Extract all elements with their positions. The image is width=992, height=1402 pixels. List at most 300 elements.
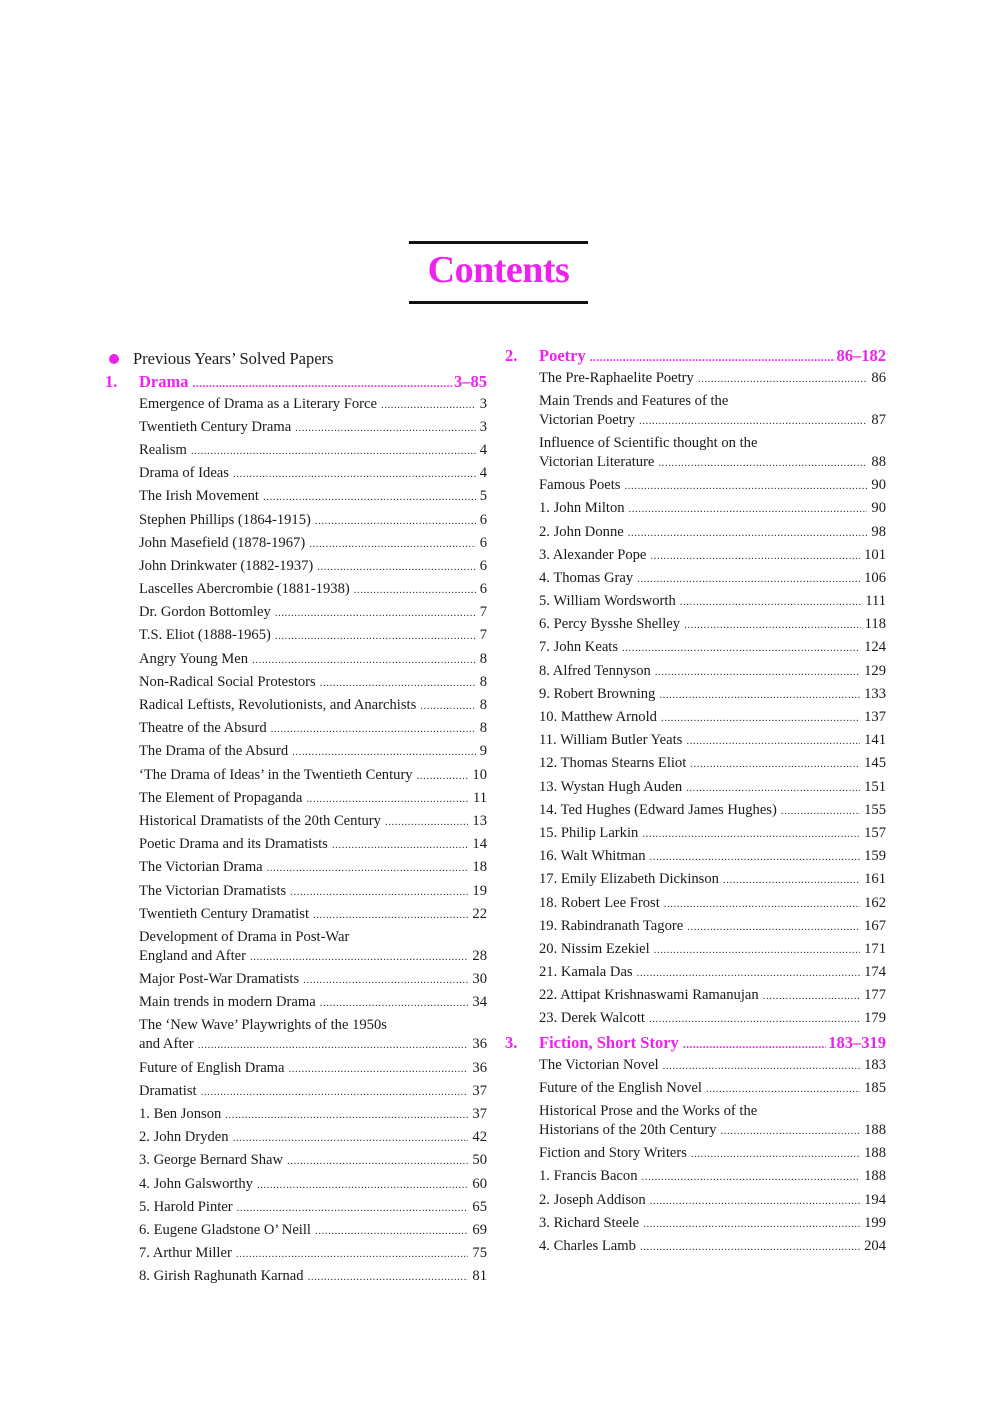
toc-entry[interactable] bbox=[139, 1103, 487, 1126]
leader-dots bbox=[686, 779, 860, 798]
toc-entry-title: Victorian Poetry bbox=[539, 411, 635, 428]
toc-entry-title: Main trends in modern Drama bbox=[139, 994, 316, 1011]
toc-entry-title: John Drinkwater (1882-1937) bbox=[139, 557, 314, 574]
toc-entry-page: 86 bbox=[871, 369, 886, 386]
leader-dots bbox=[317, 558, 475, 577]
toc-entry[interactable] bbox=[539, 706, 886, 729]
contents-title-block bbox=[409, 241, 588, 304]
leader-dots bbox=[198, 1036, 469, 1055]
toc-entry-title: Drama of Ideas bbox=[139, 465, 229, 482]
toc-entry-page: 118 bbox=[864, 616, 886, 633]
toc-entry[interactable] bbox=[539, 683, 886, 706]
toc-entry-page: 5 bbox=[479, 488, 487, 505]
toc-entry[interactable] bbox=[139, 880, 487, 903]
toc-entry[interactable] bbox=[539, 390, 886, 432]
section-number: 1. bbox=[105, 372, 118, 391]
toc-entry-page: 183 bbox=[864, 1056, 886, 1073]
leader-dots bbox=[683, 1033, 826, 1056]
toc-entry-page: 28 bbox=[472, 947, 487, 964]
toc-entry-title: 3. George Bernard Shaw bbox=[139, 1152, 284, 1169]
toc-entry-page: 185 bbox=[864, 1079, 886, 1096]
toc-entry[interactable] bbox=[539, 1008, 886, 1031]
toc-entry-title-line1: Influence of Scientific thought on the bbox=[539, 434, 758, 451]
leader-dots bbox=[313, 906, 468, 925]
toc-entry[interactable] bbox=[539, 985, 886, 1008]
toc-entry[interactable] bbox=[539, 776, 886, 799]
leader-dots bbox=[687, 918, 860, 937]
toc-entry[interactable] bbox=[139, 463, 487, 486]
toc-entry[interactable] bbox=[139, 1127, 487, 1150]
leader-dots bbox=[267, 859, 469, 878]
section-heading-drama[interactable] bbox=[105, 370, 487, 393]
toc-entry[interactable] bbox=[139, 810, 487, 833]
toc-entry-title: Historians of the 20th Century bbox=[539, 1122, 717, 1139]
toc-entry[interactable] bbox=[539, 1189, 886, 1212]
leader-dots bbox=[320, 994, 469, 1013]
leader-dots bbox=[201, 1083, 469, 1102]
leader-dots bbox=[263, 488, 476, 507]
toc-entry-title: 7. John Keats bbox=[539, 639, 619, 656]
leader-dots bbox=[629, 500, 868, 519]
toc-entry[interactable] bbox=[539, 521, 886, 544]
toc-entry[interactable] bbox=[139, 1080, 487, 1103]
toc-entry-title: 13. Wystan Hugh Auden bbox=[539, 778, 683, 795]
toc-entry[interactable] bbox=[539, 1212, 886, 1235]
leader-dots bbox=[637, 570, 860, 589]
toc-entry-page: 8 bbox=[479, 720, 487, 737]
leader-dots bbox=[658, 454, 867, 473]
toc-entry-title: 23. Derek Walcott bbox=[539, 1010, 645, 1027]
toc-entry[interactable] bbox=[539, 915, 886, 938]
toc-entry[interactable] bbox=[139, 926, 487, 968]
leader-dots bbox=[622, 639, 860, 658]
toc-entry-title: 1. John Milton bbox=[539, 500, 625, 517]
left-column bbox=[105, 344, 487, 1289]
leader-dots bbox=[236, 1245, 469, 1264]
toc-entry-page: 65 bbox=[472, 1198, 487, 1215]
toc-entry-title: Victorian Literature bbox=[539, 453, 655, 470]
toc-entry-page: 188 bbox=[864, 1168, 886, 1185]
leader-dots bbox=[271, 720, 476, 739]
toc-entry-title: 18. Robert Lee Frost bbox=[539, 894, 660, 911]
toc-entry[interactable] bbox=[539, 1077, 886, 1100]
toc-entry-title: 16. Walt Whitman bbox=[539, 848, 646, 865]
toc-entry-title: 5. Harold Pinter bbox=[139, 1198, 233, 1215]
toc-entry[interactable] bbox=[139, 416, 487, 439]
toc-entry-page: 11 bbox=[472, 789, 487, 806]
toc-entry-page: 188 bbox=[864, 1122, 886, 1139]
leader-dots bbox=[385, 813, 468, 832]
toc-entry-title: 1. Ben Jonson bbox=[139, 1106, 222, 1123]
toc-entry[interactable] bbox=[139, 625, 487, 648]
toc-entry-title: Major Post-War Dramatists bbox=[139, 971, 300, 988]
leader-dots bbox=[650, 848, 861, 867]
toc-entry-page: 111 bbox=[865, 593, 886, 610]
leader-dots bbox=[417, 767, 469, 786]
leader-dots bbox=[639, 412, 867, 431]
toc-entry-title: 5. William Wordsworth bbox=[539, 593, 676, 610]
toc-entry-title-line1: Main Trends and Features of the bbox=[539, 392, 729, 409]
toc-entry-title: 17. Emily Elizabeth Dickinson bbox=[539, 871, 719, 888]
toc-entry[interactable] bbox=[539, 799, 886, 822]
toc-entry[interactable] bbox=[139, 439, 487, 462]
leader-dots bbox=[250, 948, 468, 967]
section-title: Fiction, Short Story bbox=[539, 1033, 679, 1053]
leader-dots bbox=[691, 1145, 860, 1164]
toc-list bbox=[505, 367, 886, 1031]
toc-entry[interactable] bbox=[139, 1150, 487, 1173]
toc-entry[interactable] bbox=[539, 498, 886, 521]
leader-dots bbox=[781, 802, 860, 821]
section-pages: 86–182 bbox=[836, 346, 886, 365]
toc-entry-page: 87 bbox=[871, 411, 886, 428]
toc-entry[interactable] bbox=[139, 671, 487, 694]
solved-papers-label: Previous Years’ Solved Papers bbox=[133, 349, 334, 368]
leader-dots bbox=[275, 627, 476, 646]
toc-entry-title-line1: The ‘New Wave’ Playwrights of the 1950s bbox=[139, 1017, 387, 1034]
toc-entry-page: 18 bbox=[472, 859, 487, 876]
section-pages: 3–85 bbox=[454, 372, 487, 391]
toc-entry-title-line1: Development of Drama in Post-War bbox=[139, 928, 350, 945]
toc-entry-title: 19. Rabindranath Tagore bbox=[539, 917, 684, 934]
leader-dots bbox=[233, 1129, 469, 1148]
leader-dots bbox=[233, 465, 476, 484]
toc-entry-title: Future of English Drama bbox=[139, 1059, 285, 1076]
toc-entry-page: 69 bbox=[472, 1221, 487, 1238]
toc-entry[interactable] bbox=[539, 432, 886, 474]
right-column bbox=[505, 344, 886, 1259]
toc-entry[interactable] bbox=[139, 579, 487, 602]
toc-entry-title: 11. William Butler Yeats bbox=[539, 732, 683, 749]
toc-entry[interactable] bbox=[539, 822, 886, 845]
toc-entry-page: 14 bbox=[472, 836, 487, 853]
leader-dots bbox=[191, 442, 476, 461]
toc-entry-page: 124 bbox=[864, 639, 886, 656]
toc-entry-page: 101 bbox=[864, 546, 886, 563]
toc-entry[interactable] bbox=[139, 741, 487, 764]
toc-list bbox=[105, 393, 487, 1289]
toc-entry-page: 37 bbox=[472, 1082, 487, 1099]
toc-entry[interactable] bbox=[539, 892, 886, 915]
toc-entry-page: 37 bbox=[472, 1106, 487, 1123]
toc-entry-page: 133 bbox=[864, 685, 886, 702]
leader-dots bbox=[252, 651, 476, 670]
toc-entry-title: Twentieth Century Dramatist bbox=[139, 905, 310, 922]
bullet-icon bbox=[109, 354, 119, 364]
toc-entry-title: The Victorian Drama bbox=[139, 859, 263, 876]
toc-entry-page: 145 bbox=[864, 755, 886, 772]
leader-dots bbox=[308, 1268, 469, 1287]
toc-entry[interactable] bbox=[539, 938, 886, 961]
section-heading-fiction[interactable] bbox=[505, 1031, 886, 1054]
toc-entry-title: Emergence of Drama as a Literary Force bbox=[139, 395, 377, 412]
toc-entry-page: 6 bbox=[479, 557, 487, 574]
leader-dots bbox=[315, 1222, 468, 1241]
leader-dots bbox=[642, 825, 860, 844]
toc-entry-page: 7 bbox=[479, 604, 487, 621]
toc-entry[interactable] bbox=[539, 1235, 886, 1258]
toc-entry-title: The Irish Movement bbox=[139, 488, 259, 505]
toc-entry[interactable] bbox=[539, 614, 886, 637]
leader-dots bbox=[306, 790, 469, 809]
toc-entry[interactable] bbox=[539, 475, 886, 498]
leader-dots bbox=[309, 535, 476, 554]
leader-dots bbox=[420, 697, 475, 716]
toc-entry[interactable] bbox=[539, 1166, 886, 1189]
toc-entry-title: Theatre of the Absurd bbox=[139, 720, 267, 737]
leader-dots bbox=[680, 593, 861, 612]
toc-entry[interactable] bbox=[139, 1219, 487, 1242]
toc-entry[interactable] bbox=[539, 637, 886, 660]
toc-entry-page: 9 bbox=[479, 743, 487, 760]
leader-dots bbox=[698, 370, 868, 389]
section-number: 3. bbox=[505, 1033, 518, 1053]
toc-entry[interactable] bbox=[539, 544, 886, 567]
toc-entry-title: Twentieth Century Drama bbox=[139, 418, 292, 435]
toc-entry-title: and After bbox=[139, 1036, 194, 1053]
leader-dots bbox=[289, 1060, 469, 1079]
toc-entry-page: 6 bbox=[479, 511, 487, 528]
toc-entry[interactable] bbox=[539, 730, 886, 753]
toc-entry-title: Angry Young Men bbox=[139, 650, 249, 667]
leader-dots bbox=[659, 686, 860, 705]
toc-entry-page: 90 bbox=[871, 477, 886, 494]
toc-entry-title: 8. Alfred Tennyson bbox=[539, 662, 651, 679]
toc-entry[interactable] bbox=[139, 1243, 487, 1266]
toc-entry-title: 22. Attipat Krishnaswami Ramanujan bbox=[539, 987, 759, 1004]
toc-entry-page: 177 bbox=[864, 987, 886, 1004]
section-number: 2. bbox=[505, 346, 518, 365]
toc-entry[interactable] bbox=[539, 567, 886, 590]
toc-entry-page: 157 bbox=[864, 824, 886, 841]
toc-entry[interactable] bbox=[539, 367, 886, 390]
toc-entry-title: 4. Thomas Gray bbox=[539, 569, 634, 586]
toc-entry-title: The Element of Propaganda bbox=[139, 789, 303, 806]
toc-entry[interactable] bbox=[139, 1173, 487, 1196]
section-title: Poetry bbox=[539, 346, 586, 365]
leader-dots bbox=[295, 419, 476, 438]
toc-entry-page: 3 bbox=[479, 418, 487, 435]
toc-entry[interactable] bbox=[539, 1100, 886, 1142]
toc-entry[interactable] bbox=[139, 857, 487, 880]
toc-entry-title: 20. Nissim Ezekiel bbox=[539, 940, 650, 957]
leader-dots bbox=[354, 581, 476, 600]
toc-entry-page: 161 bbox=[864, 871, 886, 888]
leader-dots bbox=[684, 616, 861, 635]
toc-entry-page: 174 bbox=[864, 964, 886, 981]
toc-entry-page: 4 bbox=[479, 465, 487, 482]
toc-entry[interactable] bbox=[539, 591, 886, 614]
toc-entry-title: 2. John Dryden bbox=[139, 1129, 229, 1146]
toc-entry-page: 10 bbox=[472, 766, 487, 783]
toc-entry-page: 199 bbox=[864, 1214, 886, 1231]
leader-dots bbox=[287, 1152, 468, 1171]
toc-entry[interactable] bbox=[139, 764, 487, 787]
leader-dots bbox=[320, 674, 476, 693]
leader-dots bbox=[663, 1057, 860, 1076]
toc-entry-page: 171 bbox=[864, 940, 886, 957]
toc-entry-title: 8. Girish Raghunath Karnad bbox=[139, 1268, 304, 1285]
toc-entry[interactable] bbox=[139, 555, 487, 578]
toc-entry-page: 159 bbox=[864, 848, 886, 865]
toc-entry-page: 42 bbox=[472, 1129, 487, 1146]
leader-dots bbox=[332, 836, 469, 855]
toc-entry-title: 21. Kamala Das bbox=[539, 964, 633, 981]
toc-entry-page: 88 bbox=[871, 453, 886, 470]
toc-entry-title: The Pre-Raphaelite Poetry bbox=[539, 369, 694, 386]
leader-dots bbox=[590, 346, 835, 369]
leader-dots bbox=[706, 1080, 860, 1099]
toc-entry-page: 6 bbox=[479, 581, 487, 598]
toc-entry[interactable] bbox=[139, 486, 487, 509]
toc-entry[interactable] bbox=[139, 393, 487, 416]
leader-dots bbox=[628, 524, 868, 543]
toc-entry-page: 204 bbox=[864, 1237, 886, 1254]
toc-entry-title: England and After bbox=[139, 947, 246, 964]
toc-entry-title: Poetic Drama and its Dramatists bbox=[139, 836, 328, 853]
leader-dots bbox=[275, 604, 476, 623]
toc-entry[interactable] bbox=[539, 1143, 886, 1166]
toc-entry-page: 60 bbox=[472, 1175, 487, 1192]
toc-entry-page: 3 bbox=[479, 395, 487, 412]
toc-entry[interactable] bbox=[539, 869, 886, 892]
leader-dots bbox=[290, 883, 468, 902]
leader-dots bbox=[237, 1199, 469, 1218]
toc-entry-page: 188 bbox=[864, 1145, 886, 1162]
toc-entry-title: Famous Poets bbox=[539, 477, 621, 494]
toc-entry[interactable] bbox=[139, 992, 487, 1015]
toc-entry-page: 36 bbox=[472, 1059, 487, 1076]
toc-entry-title: The Victorian Dramatists bbox=[139, 882, 287, 899]
leader-dots bbox=[640, 1238, 860, 1257]
toc-entry[interactable] bbox=[139, 1266, 487, 1289]
toc-entry-title: Lascelles Abercrombie (1881-1938) bbox=[139, 581, 350, 598]
toc-entry-title: 3. Richard Steele bbox=[539, 1214, 640, 1231]
leader-dots bbox=[642, 1168, 861, 1187]
toc-entry-title: Fiction and Story Writers bbox=[539, 1145, 687, 1162]
toc-entry-title-line1: Historical Prose and the Works of the bbox=[539, 1103, 758, 1120]
toc-entry[interactable] bbox=[539, 1054, 886, 1077]
toc-entry-page: 34 bbox=[472, 994, 487, 1011]
toc-entry-title: 7. Arthur Miller bbox=[139, 1245, 232, 1262]
toc-entry-page: 8 bbox=[479, 697, 487, 714]
toc-entry-title: 2. Joseph Addison bbox=[539, 1191, 646, 1208]
toc-entry-page: 129 bbox=[864, 662, 886, 679]
toc-entry-page: 36 bbox=[472, 1036, 487, 1053]
leader-dots bbox=[661, 709, 860, 728]
toc-entry-page: 75 bbox=[472, 1245, 487, 1262]
toc-entry[interactable] bbox=[139, 532, 487, 555]
toc-entry[interactable] bbox=[139, 648, 487, 671]
toc-entry[interactable] bbox=[139, 1015, 487, 1057]
leader-dots bbox=[721, 1122, 861, 1141]
toc-entry-title: 2. John Donne bbox=[539, 523, 624, 540]
toc-entry-title: John Masefield (1878-1967) bbox=[139, 534, 306, 551]
toc-entry-page: 8 bbox=[479, 673, 487, 690]
leader-dots bbox=[686, 732, 860, 751]
toc-entry[interactable] bbox=[139, 1196, 487, 1219]
toc-entry-title: 4. Charles Lamb bbox=[539, 1237, 636, 1254]
toc-entry-title: 1. Francis Bacon bbox=[539, 1168, 638, 1185]
toc-entry-title: 3. Alexander Pope bbox=[539, 546, 647, 563]
toc-entry-page: 8 bbox=[479, 650, 487, 667]
toc-entry-title: 4. John Galsworthy bbox=[139, 1175, 253, 1192]
toc-entry-page: 167 bbox=[864, 917, 886, 934]
toc-entry-page: 19 bbox=[472, 882, 487, 899]
section-heading-poetry[interactable] bbox=[505, 344, 886, 367]
toc-entry[interactable] bbox=[139, 718, 487, 741]
toc-entry[interactable] bbox=[139, 509, 487, 532]
toc-entry-title: Future of the English Novel bbox=[539, 1079, 702, 1096]
toc-entry-title: Radical Leftists, Revolutionists, and Anarchists bbox=[139, 697, 417, 714]
solved-papers-item[interactable] bbox=[105, 348, 487, 370]
leader-dots bbox=[690, 755, 860, 774]
toc-entry[interactable] bbox=[139, 969, 487, 992]
section-pages: 183–319 bbox=[828, 1033, 886, 1053]
leader-dots bbox=[292, 743, 476, 762]
leader-dots bbox=[763, 987, 860, 1006]
leader-dots bbox=[649, 1010, 860, 1029]
leader-dots bbox=[654, 941, 860, 960]
toc-entry-title: The Drama of the Absurd bbox=[139, 743, 289, 760]
leader-dots bbox=[303, 971, 468, 990]
toc-entry-page: 13 bbox=[472, 812, 487, 829]
leader-dots bbox=[643, 1215, 860, 1234]
toc-entry-title: 6. Percy Bysshe Shelley bbox=[539, 616, 681, 633]
toc-entry-title: 12. Thomas Stearns Eliot bbox=[539, 755, 687, 772]
leader-dots bbox=[650, 547, 860, 566]
toc-entry[interactable] bbox=[539, 846, 886, 869]
toc-entry-title: T.S. Eliot (1888-1965) bbox=[139, 627, 271, 644]
leader-dots bbox=[650, 1192, 860, 1211]
toc-list bbox=[505, 1054, 886, 1259]
toc-entry-page: 4 bbox=[479, 441, 487, 458]
toc-entry-title: 10. Matthew Arnold bbox=[539, 709, 657, 726]
toc-entry[interactable] bbox=[139, 1057, 487, 1080]
leader-dots bbox=[723, 871, 860, 890]
leader-dots bbox=[192, 372, 452, 395]
leader-dots bbox=[655, 663, 860, 682]
toc-entry[interactable] bbox=[539, 660, 886, 683]
toc-entry[interactable] bbox=[539, 962, 886, 985]
toc-entry-page: 50 bbox=[472, 1152, 487, 1169]
toc-entry[interactable] bbox=[139, 787, 487, 810]
toc-entry[interactable] bbox=[139, 903, 487, 926]
toc-entry[interactable] bbox=[139, 694, 487, 717]
toc-entry[interactable] bbox=[139, 602, 487, 625]
leader-dots bbox=[225, 1106, 468, 1125]
leader-dots bbox=[625, 477, 868, 496]
toc-entry-page: 7 bbox=[479, 627, 487, 644]
toc-entry[interactable] bbox=[139, 834, 487, 857]
toc-entry-page: 22 bbox=[472, 905, 487, 922]
toc-entry-title: 15. Philip Larkin bbox=[539, 824, 639, 841]
toc-entry-page: 151 bbox=[864, 778, 886, 795]
toc-entry[interactable] bbox=[539, 753, 886, 776]
leader-dots bbox=[664, 895, 860, 914]
toc-entry-title: 9. Robert Browning bbox=[539, 685, 656, 702]
leader-dots bbox=[637, 964, 860, 983]
leader-dots bbox=[381, 396, 476, 415]
toc-entry-page: 30 bbox=[472, 971, 487, 988]
toc-entry-title: ‘The Drama of Ideas’ in the Twentieth Century bbox=[139, 766, 413, 783]
toc-entry-page: 6 bbox=[479, 534, 487, 551]
toc-entry-page: 155 bbox=[864, 801, 886, 818]
toc-entry-title: Non-Radical Social Protestors bbox=[139, 673, 316, 690]
toc-entry-page: 194 bbox=[864, 1191, 886, 1208]
toc-entry-title: Historical Dramatists of the 20th Century bbox=[139, 812, 381, 829]
toc-entry-page: 81 bbox=[472, 1268, 487, 1285]
